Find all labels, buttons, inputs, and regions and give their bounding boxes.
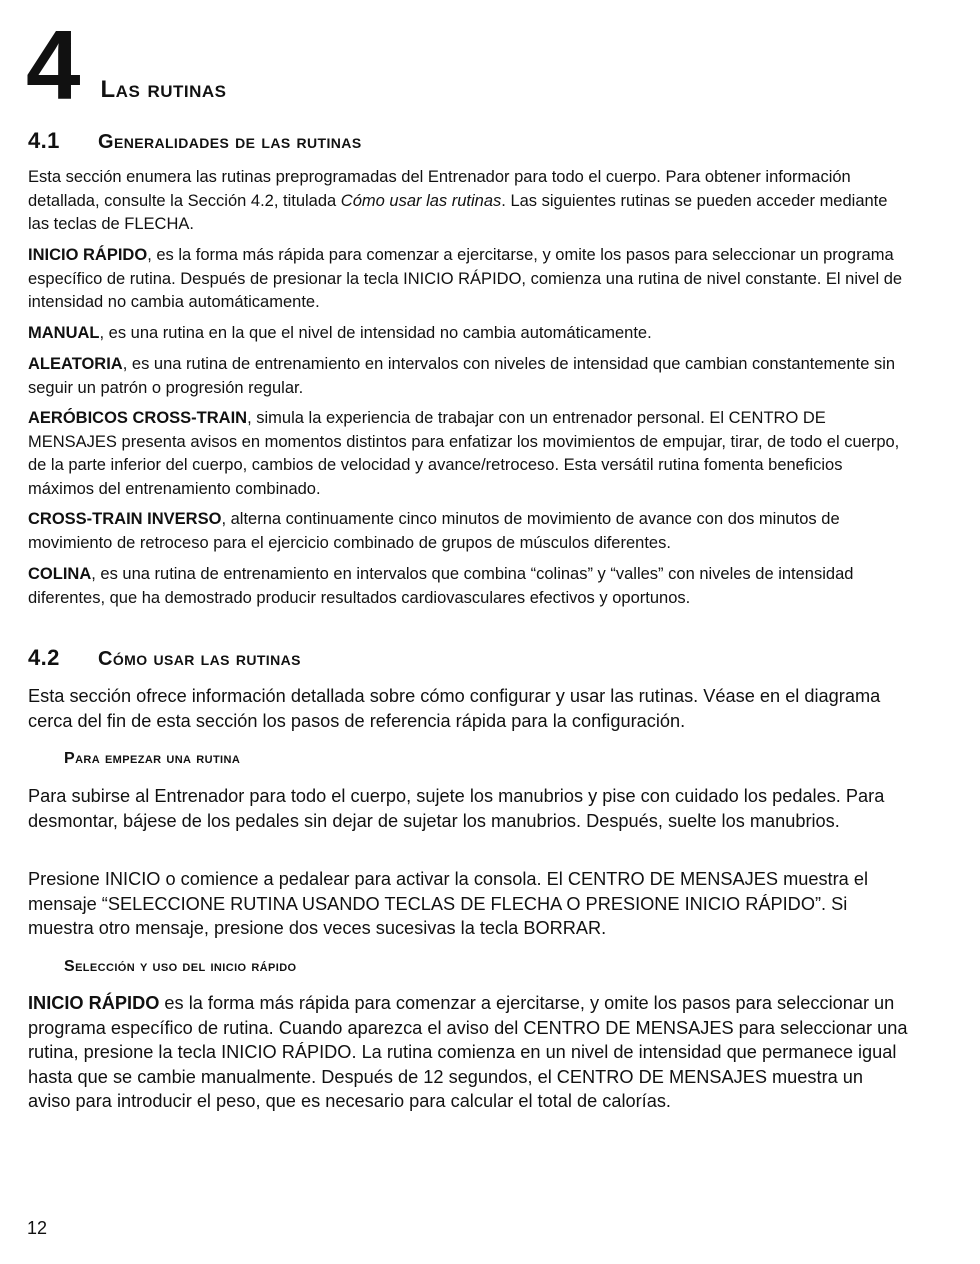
routine-term: ALEATORIA: [28, 355, 123, 373]
routine-item: [28, 508, 908, 555]
intro-text-end: . Las siguientes rutinas se pueden acceder mediante las teclas de FLECHA.: [28, 191, 888, 233]
routine-term: INICIO RÁPIDO: [28, 246, 148, 264]
routine-item: [28, 244, 908, 315]
routine-desc: , es una rutina de entrenamiento en intervalos con niveles de intensidad que cambian constantemente sin seguir un patrón o progresión regular.: [28, 355, 896, 397]
routine-desc: , alterna continuamente cinco minutos de movimiento de avance con dos minutos de movimiento de retroceso para el ejercicio combinado de grupos de músculos diferentes.: [28, 510, 840, 552]
intro-italic-ref: Cómo usar las rutinas: [340, 191, 502, 210]
routine-desc: , es una rutina en la que el nivel de intensidad no cambia automáticamente.: [99, 324, 652, 342]
section-title: Cómo usar las rutinas: [98, 648, 301, 670]
routine-term: COLINA: [28, 565, 92, 583]
routine-term: MANUAL: [28, 324, 100, 342]
routine-desc: , es la forma más rápida para comenzar a ejercitarse, y omite los pasos para seleccionar un programa específico de rutina. Después de presionar la tecla INICIO RÁPIDO, comienza una rutina de nivel constante. El nivel de intensidad no cambia automáticamente.: [28, 246, 903, 311]
section-number: 4.2: [28, 645, 60, 670]
routine-desc: , es una rutina de entrenamiento en intervalos que combina “colinas” y “valles” con niveles de intensidad diferentes, que ha demostrado producir resultados cardiovasculares efectivos y oportunos.: [28, 565, 854, 607]
routine-item: [28, 563, 908, 610]
section-number: 4.1: [28, 128, 60, 153]
paragraph-text: es la forma más rápida para comenzar a ejercitarse, y omite los pasos para seleccionar un programa específico de rutina. Cuando aparezca el aviso del CENTRO DE MENSAJES para seleccionar una rutina, presione la tecla INICIO RÁPIDO. La rutina comienza en un nivel de intensidad que permanece igual hasta que se cambie manualmente. Después de 12 segundos, el CENTRO DE MENSAJES muestra un aviso para introducir el peso, que es necesario para calcular el total de calorías.: [28, 993, 908, 1111]
section-title: Generalidades de las rutinas: [98, 131, 362, 153]
intro-text: Esta sección enumera las rutinas preprogramadas del Entrenador para todo el cuerpo. Para obtener información detallada, consulte la Sección 4.2, titulada: [28, 168, 851, 210]
chapter-title: Las rutinas: [100, 76, 227, 103]
routine-item: [28, 353, 908, 400]
routine-item: [28, 322, 908, 346]
chapter-number: 4: [26, 10, 79, 120]
chapter-heading: [26, 10, 227, 120]
section-heading-4-2: [28, 645, 301, 671]
routine-desc: , simula la experiencia de trabajar con un entrenador personal. El CENTRO DE MENSAJES presenta avisos en momentos distintos para enfatizar los movimientos de empujar, tirar, de todo el cuerpo, de la parte inferior del cuerpo, cambios de velocidad y avance/retroceso. Esta versátil rutina fomenta beneficios máximos del entrenamiento combinado.: [28, 409, 900, 498]
routine-term: INICIO RÁPIDO: [28, 993, 160, 1013]
routine-item: [28, 407, 908, 501]
routine-term: AERÓBICOS CROSS-TRAIN: [28, 409, 248, 427]
paragraph: Presione INICIO o comience a pedalear para activar la consola. El CENTRO DE MENSAJES muestra el mensaje “SELECCIONE RUTINA USANDO TECLAS DE FLECHA O PRESIONE INICIO RÁPIDO”. Si muestra otro mensaje, presione dos veces sucesivas la tecla BORRAR.: [28, 869, 868, 938]
section-intro: Esta sección ofrece información detallada sobre cómo configurar y usar las rutinas. Véase en el diagrama cerca del fin de esta sección los pasos de referencia rápida para la configuración.: [28, 686, 881, 731]
paragraph: Para subirse al Entrenador para todo el cuerpo, sujete los manubrios y pise con cuidado los pedales. Para desmontar, bájese de los pedales sin dejar de sujetar los manubrios. Después, suelte los manubrios.: [28, 786, 885, 831]
page-number: 12: [27, 1218, 48, 1238]
paragraph: [28, 991, 908, 1114]
routine-term: CROSS-TRAIN INVERSO: [28, 510, 222, 528]
subsection-heading: Para empezar una rutina: [64, 750, 241, 767]
subsection-heading: Selección y uso del inicio rápido: [64, 958, 297, 975]
section-intro: [28, 166, 908, 237]
section-heading-4-1: [28, 128, 362, 154]
